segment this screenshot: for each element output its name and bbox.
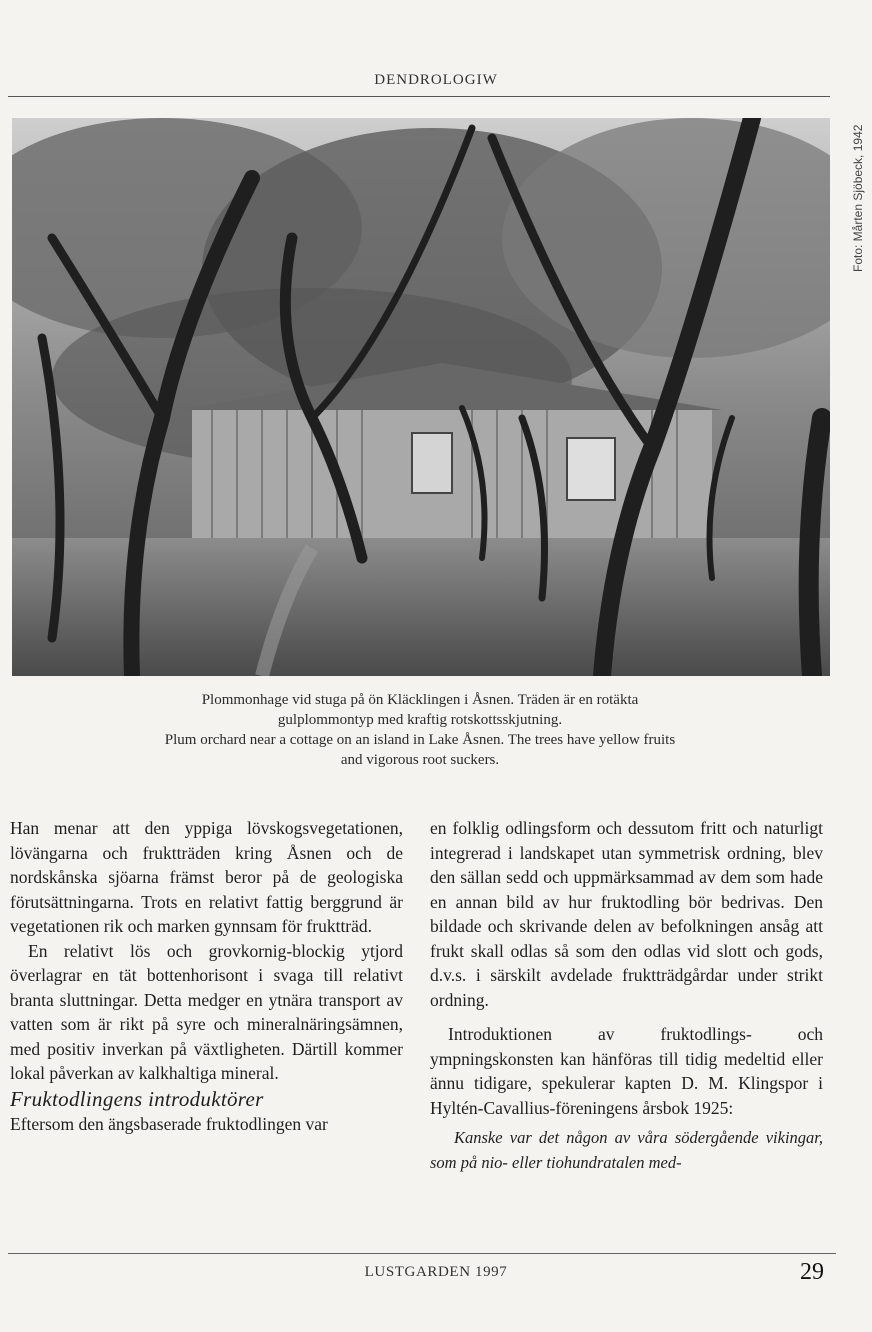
footer-rule xyxy=(8,1253,836,1254)
caption-english-line-1: Plum orchard near a cottage on an island in Lake Åsnen. The trees have yellow fruits xyxy=(164,732,676,748)
paragraph: en folklig odlingsform och dessutom fritt och naturligt integrerad i landskapet utan symmetrisk ordning, blev den sällan sedd och uppmärksammad av dem som hade en annan bild av hur fruktodling bör bedrivas. Den bildade och skrivande delen av befolkningen ansåg att frukt skall odlas så som den odlas vid slott och gods, d.v.s. i särskilt avdelade fruktträdgårdar under strikt ordning. xyxy=(430,818,823,1010)
block-quote: Kanske var det någon av våra södergående vikingar, som på nio- eller tiohundratalen med- xyxy=(430,1128,823,1172)
section-subheading: Fruktodlingens introduktörer xyxy=(10,1086,264,1111)
paragraph: Eftersom den ängsbaserade fruktodlingen var xyxy=(10,1113,328,1134)
paragraph: Introduktionen av fruktodlings- och ympningskonsten kan hänföras till tidig medeltid eller ännu tidigare, spekulerar kapten D. M. Klingspor i Hyltén-Cavallius-föreningens årsbok 1925: xyxy=(430,1024,823,1118)
caption-english-line-2: and vigorous root suckers. xyxy=(340,752,500,768)
photo-credit-text: Foto: Mårten Sjöbeck, 1942 xyxy=(851,124,865,272)
page-number: 29 xyxy=(800,1259,824,1285)
photo-credit xyxy=(838,120,865,280)
orchard-photo xyxy=(12,118,830,676)
running-header: DENDROLOGIW xyxy=(374,72,498,88)
left-column xyxy=(10,816,403,1136)
paragraph: Han menar att den yppiga lövskogsvegetationen, lövängarna och fruktträden kring Åsnen och de nordskånska sjöarna främst beror på de geologiska förutsättningarna. Trots en relativt fattig berggrund är vegetationen rik och marken gynnsam för fruktträd. xyxy=(10,818,403,936)
caption-swedish-line-2: gulplommontyp med kraftig rotskottsskjutning. xyxy=(277,712,563,728)
photo-caption xyxy=(80,690,760,770)
paragraph: En relativt lös och grovkornig-blockig ytjord överlagrar en tät bottenhorisont i svaga till relativt branta sluttningar. Detta medger en ytnära transport av vatten som är rikt på syre och mineralnäringsämnen, med positiv inverkan på växtligheten. Därtill kommer lokal påverkan av kalkhaltiga mineral. xyxy=(10,940,403,1083)
header-rule xyxy=(8,96,830,97)
journal-footer: LUSTGARDEN 1997 xyxy=(364,1264,508,1280)
right-column xyxy=(430,816,823,1175)
caption-swedish-line-1: Plommonhage vid stuga på ön Kläcklingen i Åsnen. Träden är en rotäkta xyxy=(201,692,639,708)
